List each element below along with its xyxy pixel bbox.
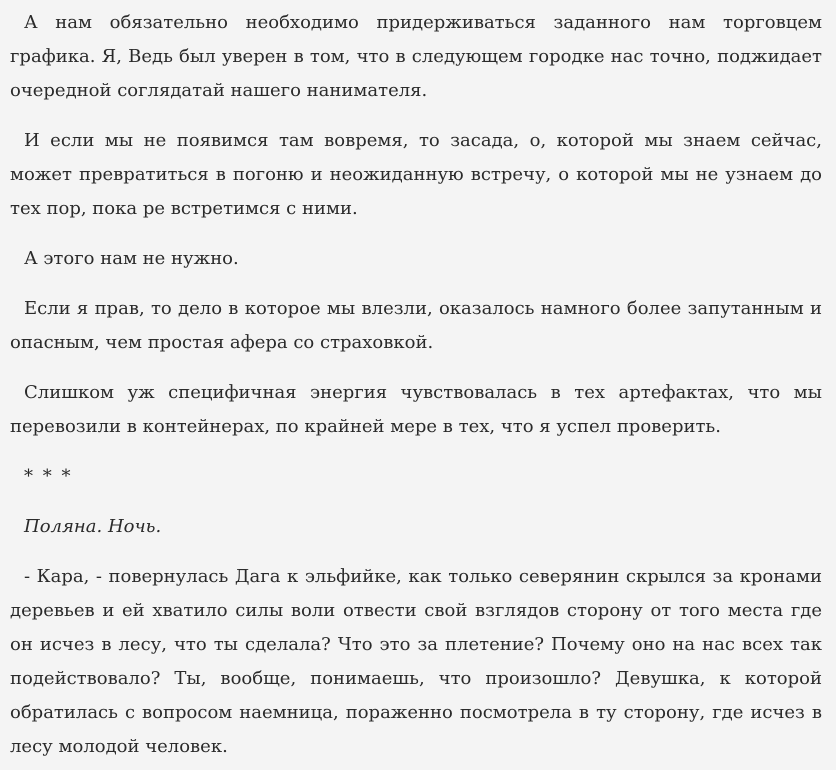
- section-separator: * * *: [24, 466, 73, 487]
- scene-heading: Поляна. Ночь.: [24, 516, 162, 537]
- paragraph-schedule: А нам обязательно необходимо придерживаться заданного нам торговцем графика. Я, Ведь был уверен в том, что в следующем городке нас точно, поджидает очередной соглядатай нашего нанимателя.: [10, 12, 822, 101]
- paragraph-ambush: И если мы не появимся там вовремя, то засада, о, которой мы знаем сейчас, может превратиться в погоню и неожиданную встречу, о которой мы не узнаем до тех пор, пока ре встретимся с ними.: [10, 130, 822, 219]
- paragraph-kara-dialogue: - Кара, - повернулась Дага к эльфийке, как только северянин скрылся за кронами деревьев и ей хватило силы воли отвести свой взглядов сторону от того места где он исчез в лесу, что ты сделала? Что это за плетение? Почему оно на нас всех так подействовало? Ты, вообще, понимаешь, что произошло? Девушка, к которой обратилась с вопросом наемница, пораженно посмотрела в ту сторону, где исчез в лесу молодой человек.: [10, 566, 822, 757]
- paragraph-if-right: Если я прав, то дело в которое мы влезли, оказалось намного более запутанным и опасным, чем простая афера со страховкой.: [10, 298, 822, 353]
- paragraph-energy: Слишком уж специфичная энергия чувствовалась в тех артефактах, что мы перевозили в контейнерах, по крайней мере в тех, что я успел проверить.: [10, 382, 822, 437]
- paragraph-not-needed: А этого нам не нужно.: [24, 248, 239, 269]
